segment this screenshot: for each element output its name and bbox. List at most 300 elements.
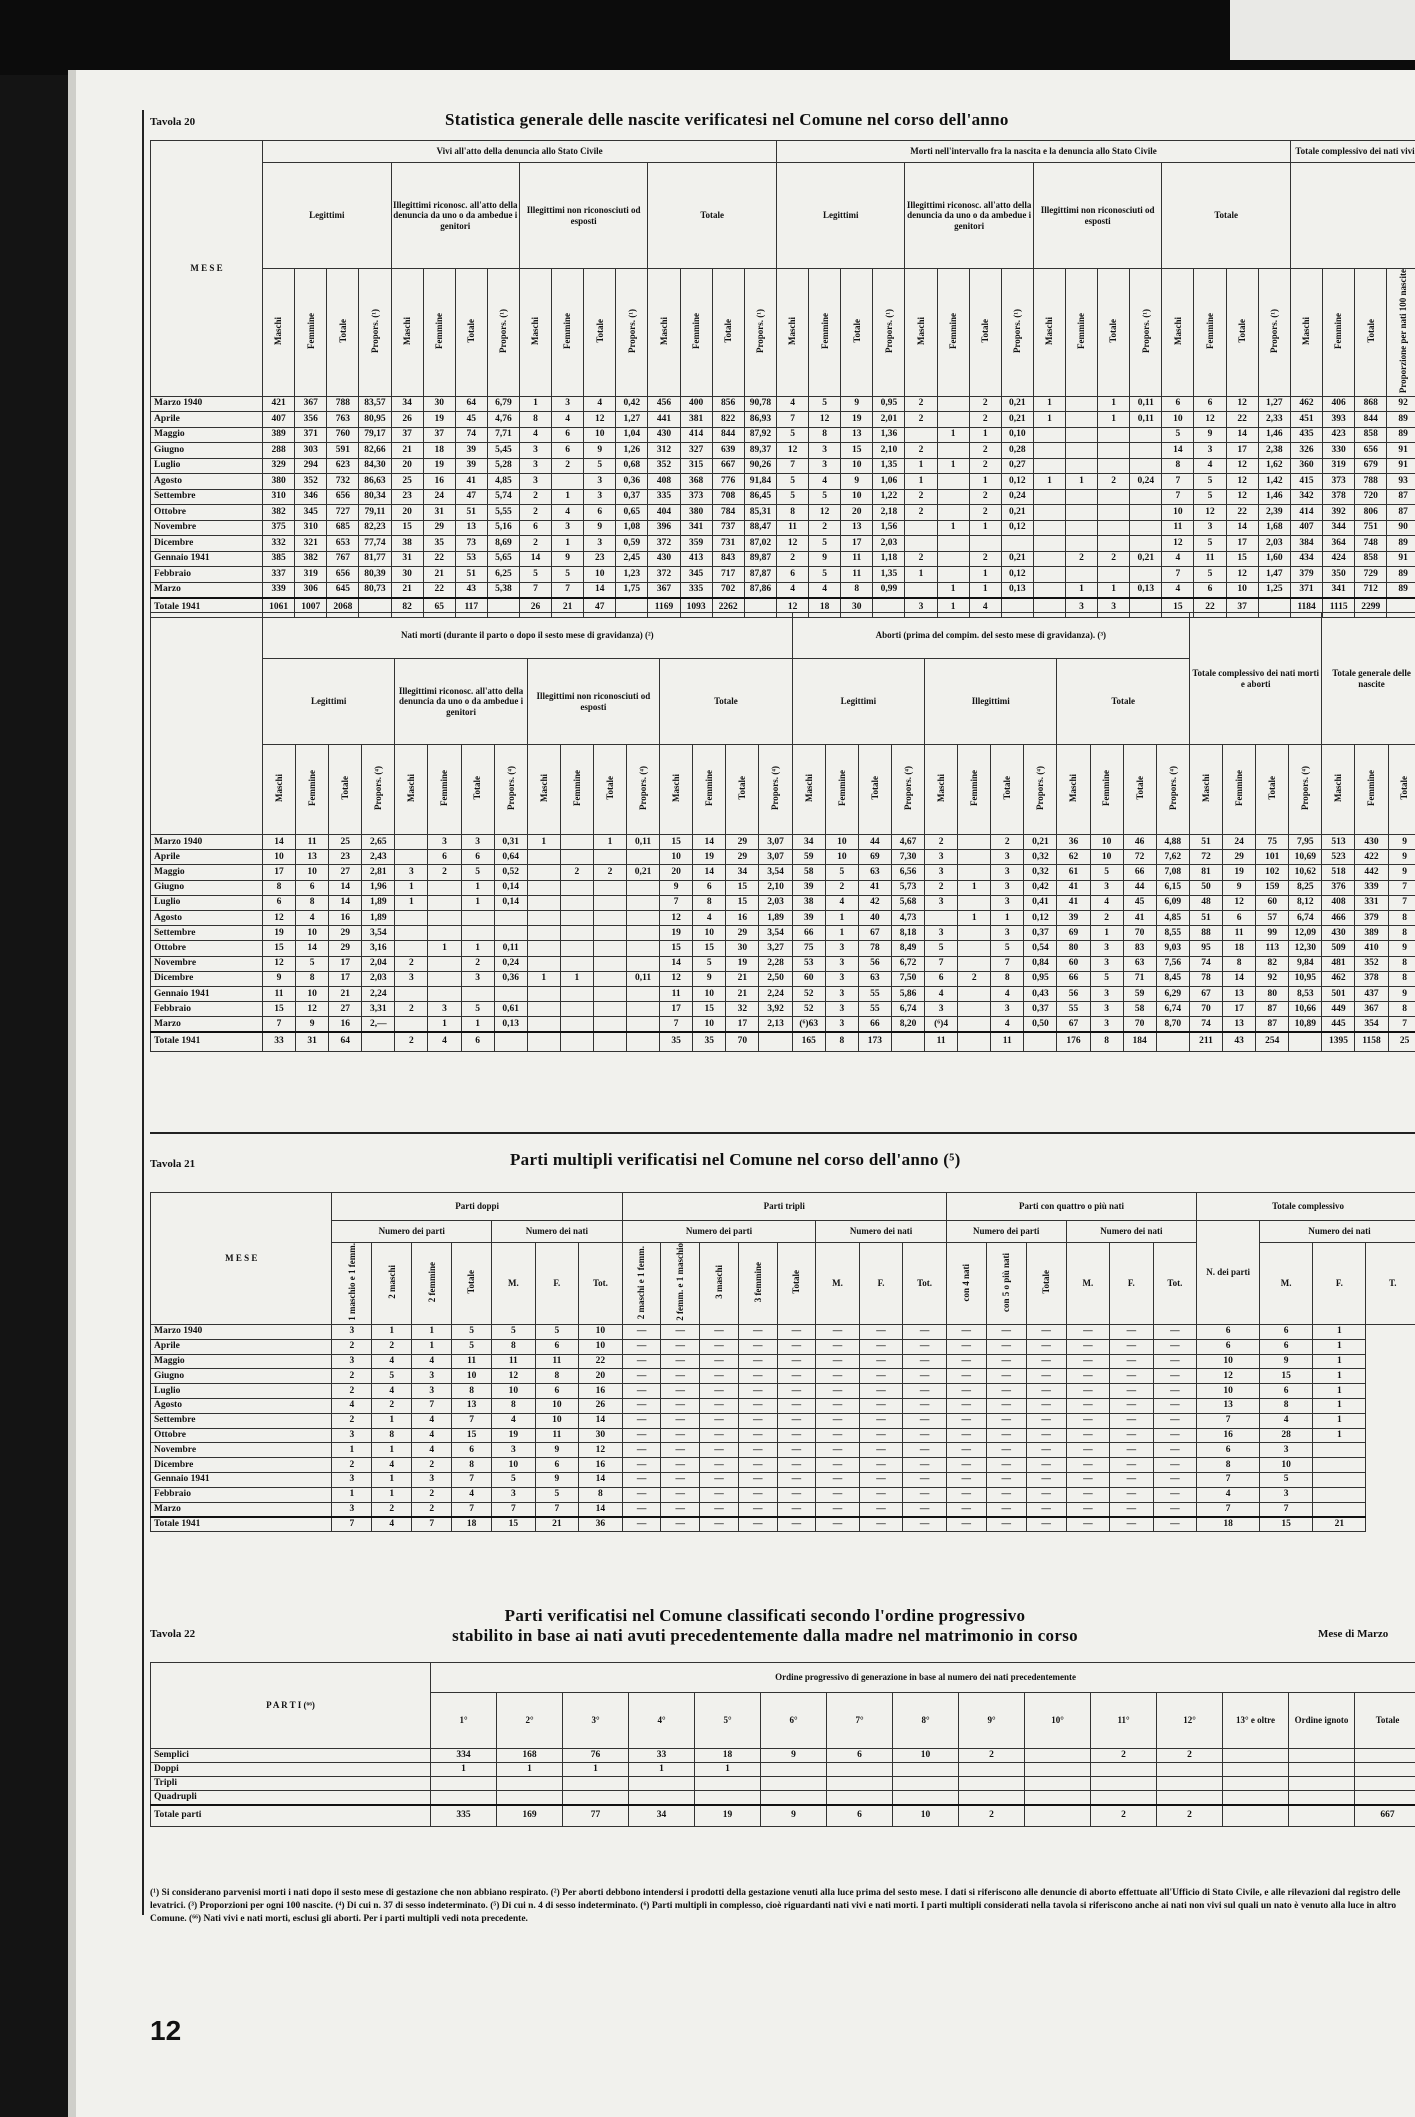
table-cell: 6 — [584, 505, 616, 521]
parti-quattro-header: Parti con quattro o più nati — [946, 1193, 1196, 1221]
table-cell: 12 — [809, 412, 841, 428]
month-label: Ottobre — [151, 505, 263, 521]
table-cell: 430 — [648, 427, 680, 443]
table-cell: 10,89 — [1289, 1017, 1322, 1032]
total-cell: 8 — [825, 1032, 858, 1051]
table-cell — [563, 1777, 629, 1791]
t20-col-header — [552, 269, 584, 397]
t20b-col-header-text: Femmine — [836, 770, 847, 807]
month-label: Giugno — [151, 443, 263, 459]
table-cell: 11 — [492, 1354, 536, 1369]
dash-cell: — — [859, 1502, 903, 1517]
table-row — [151, 1384, 1415, 1399]
t20-col-header — [1098, 269, 1130, 397]
table-cell: 7 — [1388, 880, 1415, 895]
table-cell — [1098, 567, 1130, 583]
table-cell: 1 — [372, 1472, 412, 1487]
table-cell: 7 — [1388, 1017, 1415, 1032]
table-cell: 466 — [1322, 910, 1355, 925]
t20-col-header-text: Maschi — [530, 317, 541, 346]
dash-cell: — — [622, 1517, 661, 1532]
table-cell: 33 — [629, 1749, 695, 1763]
table-cell: 12 — [584, 412, 616, 428]
table-cell: 352 — [1355, 956, 1388, 971]
dash-cell: — — [1026, 1428, 1066, 1443]
table-cell: 70 — [1123, 1017, 1156, 1032]
table-cell: 22 — [579, 1354, 623, 1369]
table-row — [151, 412, 1415, 428]
table-row — [151, 956, 1415, 971]
table-cell: 4 — [584, 396, 616, 412]
t20b-col-header — [263, 745, 296, 835]
total-cell — [958, 1032, 991, 1051]
table-cell: 5 — [809, 489, 841, 505]
total-label: Totale parti — [151, 1805, 431, 1827]
table-cell: 21 — [329, 986, 362, 1001]
total-cell — [1156, 1032, 1189, 1051]
table-cell: 1,56 — [873, 520, 905, 536]
t20b-col-header — [329, 745, 362, 835]
table-cell: 0,13 — [494, 1017, 527, 1032]
table-cell: 39 — [792, 910, 825, 925]
table-cell: 368 — [680, 474, 712, 490]
table-row — [151, 1369, 1415, 1384]
table-cell — [1223, 1791, 1289, 1805]
table-row — [151, 1428, 1415, 1443]
table-cell: 14 — [693, 835, 726, 850]
t20b-col-header-text: Femmine — [439, 770, 450, 807]
table-cell: 3 — [395, 865, 428, 880]
table-cell: 14 — [329, 880, 362, 895]
table-cell: 667 — [712, 458, 744, 474]
dash-cell: — — [903, 1502, 947, 1517]
table-cell: 1 — [1313, 1369, 1366, 1384]
table-cell: 8 — [535, 1369, 579, 1384]
total-cell — [593, 1032, 626, 1051]
table-cell: 0,21 — [1001, 412, 1033, 428]
t20-col-header-text: Totale — [980, 319, 991, 343]
table-cell: 12 — [296, 1002, 329, 1017]
table-row — [151, 1398, 1415, 1413]
total-cell — [1289, 1032, 1322, 1051]
dash-cell: — — [816, 1458, 860, 1473]
table-cell: 71 — [1123, 971, 1156, 986]
table-cell: 168 — [497, 1749, 563, 1763]
table-cell: 10 — [693, 926, 726, 941]
dash-cell: — — [1066, 1354, 1110, 1369]
table-cell: 2,01 — [873, 412, 905, 428]
table-cell: 5 — [461, 865, 494, 880]
t21-tripli-col-header — [700, 1243, 739, 1325]
t20-col-header — [937, 269, 969, 397]
table-cell: 352 — [295, 474, 327, 490]
table-cell: 729 — [1355, 567, 1387, 583]
dash-cell: — — [946, 1428, 986, 1443]
table-cell: 2 — [1066, 551, 1098, 567]
table-cell: 88 — [1189, 926, 1222, 941]
table-cell: 83,57 — [359, 396, 391, 412]
table-cell: 2 — [1157, 1749, 1223, 1763]
table-cell: 14 — [1226, 427, 1258, 443]
total-cell: 254 — [1256, 1032, 1289, 1051]
table-cell: 13 — [296, 850, 329, 865]
table-cell: 6 — [1197, 1339, 1260, 1354]
table-cell — [905, 582, 937, 598]
total-cell: 34 — [629, 1805, 695, 1827]
table-cell: 591 — [327, 443, 359, 459]
table-cell: 14 — [1223, 971, 1256, 986]
table-cell — [1066, 458, 1098, 474]
table-cell: 34 — [792, 835, 825, 850]
table-cell: 345 — [680, 567, 712, 583]
table-cell: 788 — [1355, 474, 1387, 490]
t20b-nm-sub-header: Illegittimi riconosc. all'atto della denuncia da uno o da ambedue i genitori — [395, 659, 527, 745]
table-cell: 1,06 — [873, 474, 905, 490]
table-cell — [905, 520, 937, 536]
table-cell: 82 — [1256, 956, 1289, 971]
table-cell: 2 — [332, 1458, 372, 1473]
table-cell: 12 — [777, 536, 809, 552]
dash-cell: — — [986, 1517, 1026, 1532]
table-cell: 2 — [969, 505, 1001, 521]
total-cell: 1184 — [1291, 598, 1323, 618]
dash-cell: — — [700, 1384, 739, 1399]
table-cell: 75 — [792, 941, 825, 956]
table-cell: 350 — [1323, 567, 1355, 583]
table-cell: 89 — [1387, 536, 1415, 552]
table-cell: 3 — [1260, 1487, 1313, 1502]
dash-cell: — — [946, 1443, 986, 1458]
total-cell — [527, 1032, 560, 1051]
table-cell: 372 — [648, 567, 680, 583]
table-cell: 10 — [296, 926, 329, 941]
table-cell: 2 — [1091, 1749, 1157, 1763]
table-cell: 7 — [1388, 895, 1415, 910]
table-cell: 11 — [296, 835, 329, 850]
table-cell: 2 — [1090, 910, 1123, 925]
table-cell — [395, 1017, 428, 1032]
table-cell: 14 — [296, 941, 329, 956]
table-cell — [593, 926, 626, 941]
table-cell: 1 — [552, 489, 584, 505]
table-cell: 8,18 — [891, 926, 924, 941]
dash-cell: — — [1026, 1458, 1066, 1473]
table-cell: 6 — [1260, 1384, 1313, 1399]
table-cell: 1 — [825, 926, 858, 941]
table-cell: 52 — [792, 986, 825, 1001]
table-cell: 2,50 — [759, 971, 792, 986]
table-cell: 319 — [1323, 458, 1355, 474]
table-row — [151, 489, 1415, 505]
table-cell: 1 — [969, 427, 1001, 443]
table-cell: 10 — [296, 986, 329, 1001]
table-cell: 330 — [1323, 443, 1355, 459]
dash-cell: — — [622, 1428, 661, 1443]
dash-cell: — — [1153, 1502, 1197, 1517]
table-cell: 2,03 — [759, 895, 792, 910]
table-cell — [1130, 443, 1162, 459]
table-cell — [893, 1763, 959, 1777]
table-cell: 3 — [1090, 1002, 1123, 1017]
t20b-col-header-text: Femmine — [969, 770, 980, 807]
total-cell: 6 — [827, 1805, 893, 1827]
table-cell — [959, 1791, 1025, 1805]
table-cell: 22 — [423, 582, 455, 598]
dash-cell: — — [700, 1398, 739, 1413]
table-cell: 0,24 — [494, 956, 527, 971]
dash-cell: — — [738, 1443, 777, 1458]
t20-sub-header: Illegittimi riconosc. all'atto della denuncia da uno o da ambedue i genitori — [905, 163, 1033, 269]
table-cell: 4 — [372, 1517, 412, 1532]
table-cell: 12 — [263, 956, 296, 971]
dash-cell: — — [661, 1517, 700, 1532]
table-cell — [827, 1763, 893, 1777]
table-cell: 5 — [1090, 865, 1123, 880]
t20-col-header-text: Totale — [337, 319, 348, 343]
table-cell — [627, 910, 660, 925]
t20b-col-header-text: Propors. (⁴) — [770, 766, 781, 811]
table-cell: 22 — [423, 551, 455, 567]
t20-col-header — [648, 269, 680, 397]
t20b-col-header — [958, 745, 991, 835]
t20b-col-header — [627, 745, 660, 835]
parti-label: Semplici — [151, 1749, 431, 1763]
table-cell: 1,60 — [1258, 551, 1290, 567]
table-cell: 400 — [680, 396, 712, 412]
table-cell: 8 — [452, 1458, 492, 1473]
table-cell: 34 — [726, 865, 759, 880]
table-cell: 393 — [1323, 412, 1355, 428]
table-cell: 712 — [1355, 582, 1387, 598]
dash-cell: — — [622, 1413, 661, 1428]
table-cell: 11 — [841, 551, 873, 567]
table-cell: 4,67 — [891, 835, 924, 850]
t21-mft-header: Tot. — [903, 1243, 947, 1325]
t20-col-header-text: Femmine — [562, 313, 573, 350]
month-label: Giugno — [151, 880, 263, 895]
dash-cell: — — [1026, 1384, 1066, 1399]
table-cell: 1 — [372, 1325, 412, 1340]
table-cell: 20 — [391, 505, 423, 521]
table-cell: 60 — [1057, 956, 1090, 971]
table-cell: 844 — [712, 427, 744, 443]
order-col-header: 13° e oltre — [1223, 1693, 1289, 1749]
table-cell: 8,55 — [1156, 926, 1189, 941]
table-cell: 67 — [858, 926, 891, 941]
table-cell: 7 — [332, 1517, 372, 1532]
table-cell: 2,10 — [873, 443, 905, 459]
table-cell: 332 — [263, 536, 295, 552]
table-cell — [958, 1017, 991, 1032]
month-label: Marzo 1940 — [151, 396, 263, 412]
dash-cell: — — [1066, 1384, 1110, 1399]
table-cell: 435 — [1291, 427, 1323, 443]
table-cell: 0,10 — [1001, 427, 1033, 443]
table-cell: 16 — [1197, 1428, 1260, 1443]
table-cell: 66 — [1123, 865, 1156, 880]
total-cell: 2 — [395, 1032, 428, 1051]
table-cell — [461, 986, 494, 1001]
table-cell: 7 — [452, 1413, 492, 1428]
table-cell: 408 — [648, 474, 680, 490]
table-cell: 4 — [1162, 582, 1194, 598]
table-row — [151, 1325, 1415, 1340]
table-cell: 645 — [327, 582, 359, 598]
dash-cell: — — [903, 1487, 947, 1502]
totale-group-header: Totale complessivo dei nati vivi — [1291, 141, 1415, 163]
order-col-header: 7° — [827, 1693, 893, 1749]
mese-header: M E S E — [151, 1193, 332, 1325]
total-cell: 335 — [431, 1805, 497, 1827]
table-cell: 3 — [492, 1487, 536, 1502]
table-cell: 656 — [327, 489, 359, 505]
table-cell: 0,37 — [616, 489, 648, 505]
table-row — [151, 1458, 1415, 1473]
dash-cell: — — [1153, 1472, 1197, 1487]
table-cell — [893, 1791, 959, 1805]
tavola-21-title: Parti multipli verificatisi nel Comune nel corso dell'anno (⁵) — [510, 1150, 961, 1169]
table-cell: 10 — [579, 1339, 623, 1354]
t20-sub-header: Totale — [1162, 163, 1291, 269]
table-cell: 10 — [825, 850, 858, 865]
table-cell: 1 — [1066, 474, 1098, 490]
table-cell: 12 — [1223, 895, 1256, 910]
table-cell: 6 — [428, 850, 461, 865]
table-cell — [925, 910, 958, 925]
dash-cell: — — [903, 1443, 947, 1458]
t20-col-header-text: Totale — [594, 319, 605, 343]
table-cell: 3 — [925, 926, 958, 941]
table-cell: 4 — [372, 1384, 412, 1399]
table-cell: 0,11 — [627, 835, 660, 850]
dash-cell: — — [700, 1354, 739, 1369]
dash-cell: — — [986, 1413, 1026, 1428]
table-cell: 843 — [712, 551, 744, 567]
table-cell: 2 — [1098, 551, 1130, 567]
dash-cell: — — [946, 1398, 986, 1413]
table-cell: 1 — [937, 582, 969, 598]
table-cell: 367 — [295, 396, 327, 412]
table-cell — [959, 1777, 1025, 1791]
dash-cell: — — [738, 1502, 777, 1517]
table-cell: 13 — [841, 520, 873, 536]
dash-cell: — — [859, 1428, 903, 1443]
table-cell: 5 — [1194, 489, 1226, 505]
table-cell: 10 — [893, 1749, 959, 1763]
table-cell: 23 — [329, 850, 362, 865]
page-number: 12 — [150, 2015, 182, 2046]
parti-header: P A R T I (⁶⁶) — [151, 1663, 431, 1749]
table-cell: 63 — [858, 971, 891, 986]
table-cell: 58 — [1123, 1002, 1156, 1017]
table-cell: 4 — [412, 1428, 452, 1443]
table-cell: 9 — [660, 880, 693, 895]
table-cell: 9 — [841, 396, 873, 412]
t20b-col-header — [891, 745, 924, 835]
table-cell: 2 — [332, 1369, 372, 1384]
table-cell — [1033, 520, 1065, 536]
dash-cell: — — [1066, 1369, 1110, 1384]
t20b-col-header — [726, 745, 759, 835]
table-cell: 2 — [332, 1339, 372, 1354]
table-cell — [395, 910, 428, 925]
table-cell: 2 — [925, 880, 958, 895]
table-cell — [1098, 443, 1130, 459]
table-cell: 14 — [693, 865, 726, 880]
table-cell: 5 — [452, 1325, 492, 1340]
dash-cell: — — [1153, 1369, 1197, 1384]
dash-cell: — — [1066, 1428, 1110, 1443]
table-cell: 12 — [660, 971, 693, 986]
table-cell: 1 — [560, 971, 593, 986]
table-cell: 80,34 — [359, 489, 391, 505]
table-cell — [527, 941, 560, 956]
table-cell: 0,14 — [494, 895, 527, 910]
table-cell: 6 — [1197, 1325, 1260, 1340]
table-cell: 82,66 — [359, 443, 391, 459]
table-cell: 0,11 — [494, 941, 527, 956]
total-cell: 11 — [991, 1032, 1024, 1051]
table-cell: 12,09 — [1289, 926, 1322, 941]
table-cell: 6 — [535, 1384, 579, 1399]
table-cell — [1033, 567, 1065, 583]
dash-cell: — — [1026, 1472, 1066, 1487]
table-cell — [560, 986, 593, 1001]
table-cell: 9 — [1260, 1354, 1313, 1369]
table-cell: 380 — [263, 474, 295, 490]
table-cell: 1,27 — [616, 412, 648, 428]
table-cell: 4 — [809, 474, 841, 490]
table-cell: 0,99 — [873, 582, 905, 598]
t20-col-header-text: Femmine — [434, 313, 445, 350]
scan-top-border — [0, 0, 1415, 75]
dash-cell: — — [816, 1502, 860, 1517]
t20-col-header — [969, 269, 1001, 397]
table-cell — [695, 1791, 761, 1805]
table-cell: 86,93 — [744, 412, 776, 428]
t20-col-header-text: Maschi — [1044, 317, 1055, 346]
table-cell: 12 — [1162, 536, 1194, 552]
table-cell: 6,74 — [1289, 910, 1322, 925]
dash-cell: — — [661, 1398, 700, 1413]
t21-doppi-col-header — [372, 1243, 412, 1325]
table-cell: 5 — [452, 1339, 492, 1354]
dash-cell: — — [816, 1428, 860, 1443]
dash-cell: — — [700, 1458, 739, 1473]
table-cell — [1098, 520, 1130, 536]
table-cell: 14 — [263, 835, 296, 850]
table-cell: 7 — [925, 956, 958, 971]
total-row — [151, 1032, 1415, 1051]
table-cell: 18 — [1223, 941, 1256, 956]
month-label: Febbraio — [151, 567, 263, 583]
table-cell: 3 — [332, 1325, 372, 1340]
dash-cell: — — [700, 1443, 739, 1458]
table-cell: 7 — [412, 1398, 452, 1413]
table-cell: 55 — [858, 1002, 891, 1017]
t20-tot-col-header-text: Femmine — [1333, 313, 1344, 350]
t21-doppi-col-header-text: 2 femmine — [426, 1262, 437, 1303]
table-cell: 13 — [452, 1398, 492, 1413]
table-cell: 0,21 — [627, 865, 660, 880]
table-cell: 7 — [777, 412, 809, 428]
table-cell: 15 — [693, 941, 726, 956]
table-cell — [1130, 536, 1162, 552]
table-cell: 9 — [1388, 986, 1415, 1001]
dash-cell: — — [986, 1339, 1026, 1354]
table-cell: 656 — [327, 567, 359, 583]
order-col-header: 3° — [563, 1693, 629, 1749]
